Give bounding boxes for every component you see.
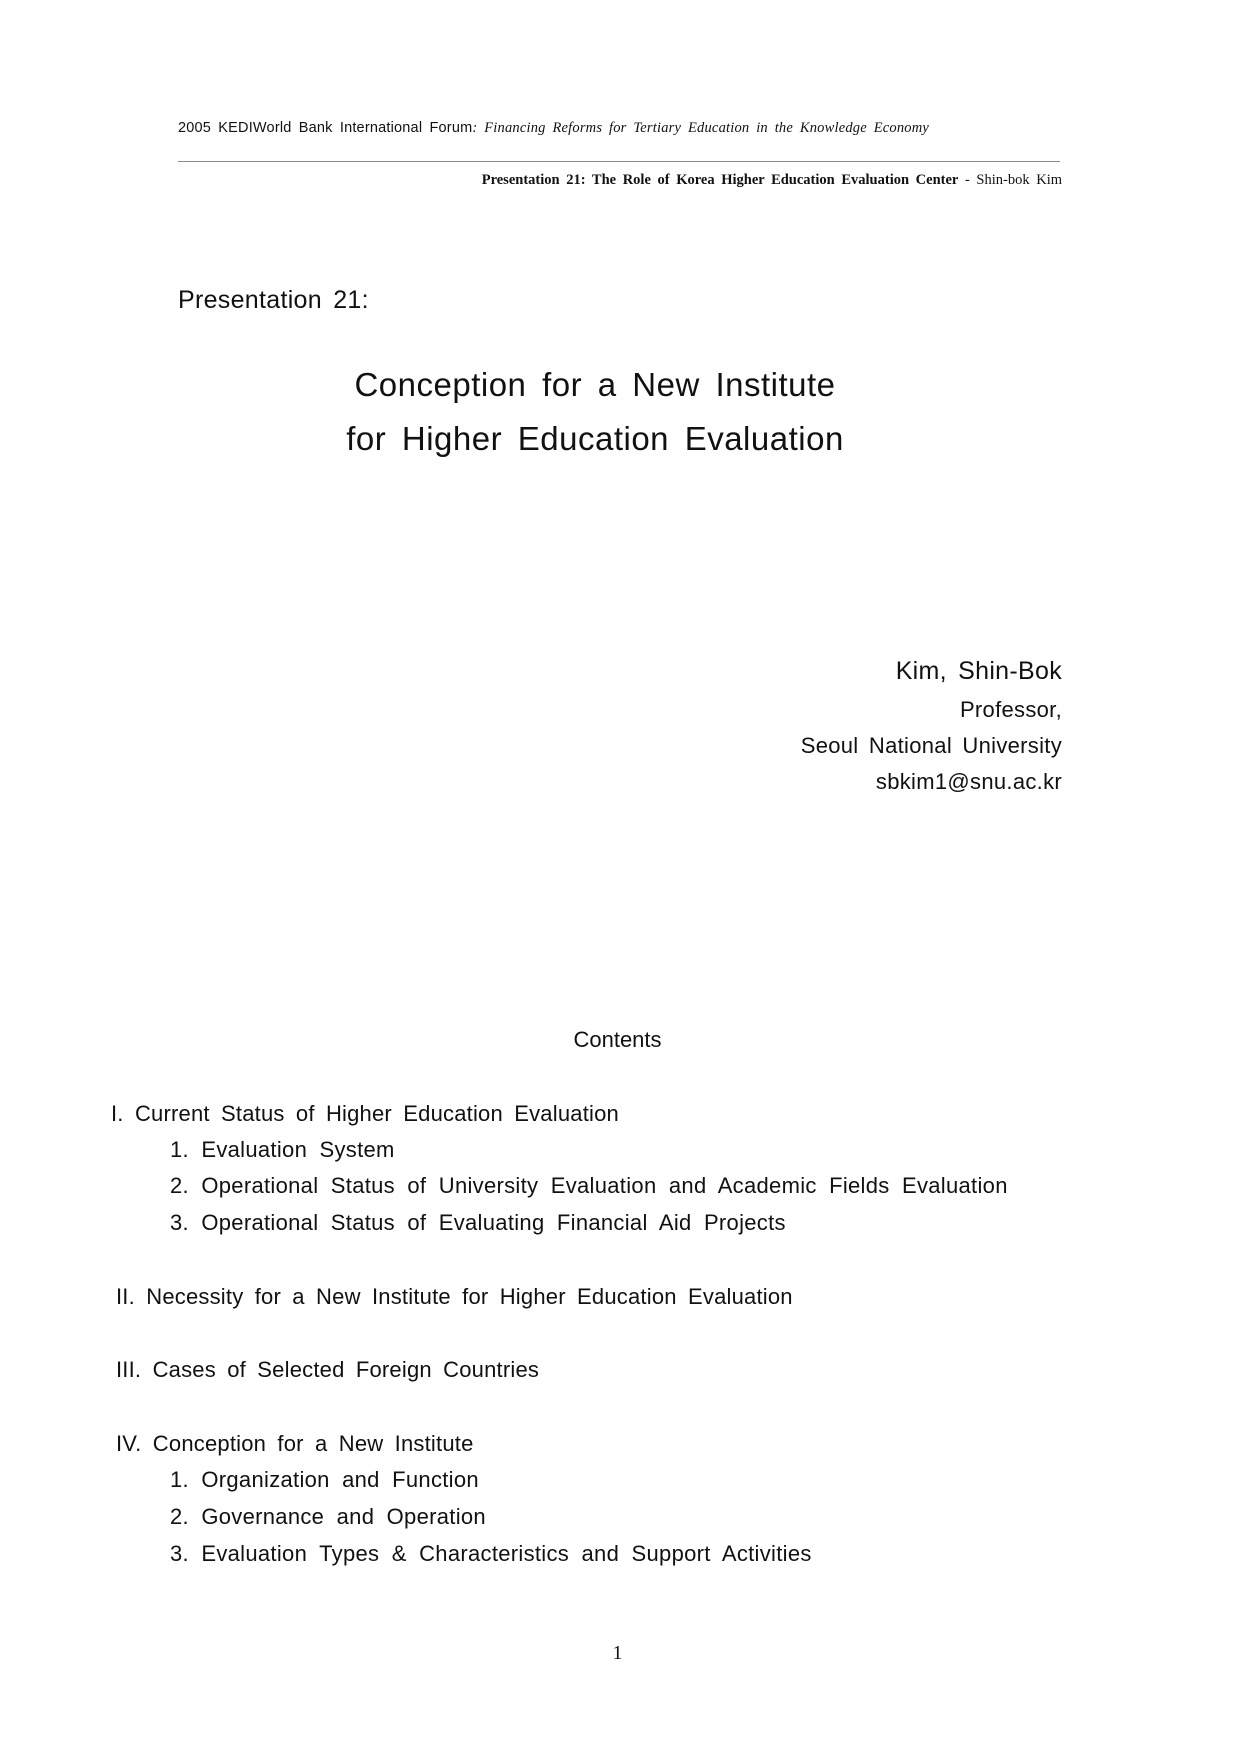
header-divider <box>178 161 1060 162</box>
contents-section-3 <box>116 1357 539 1383</box>
presentation-label: Presentation 21: <box>178 286 369 314</box>
contents-heading: Contents <box>573 1027 662 1052</box>
author-role: Professor, <box>959 697 1062 722</box>
section-title: Necessity for a New Institute for Higher Education Evaluation <box>146 1284 793 1309</box>
section-numeral: III. <box>116 1357 142 1382</box>
section-title: Cases of Selected Foreign Countries <box>152 1357 540 1382</box>
forum-theme: : Financing Reforms for Tertiary Education in the Knowledge Economy <box>472 120 930 136</box>
header-presenter: - Shin-bok Kim <box>958 172 1062 188</box>
author-institution: Seoul National University <box>800 733 1062 758</box>
document-title-line-1: Conception for a New Institute <box>354 366 836 403</box>
contents-item: 1. Evaluation System <box>170 1137 395 1162</box>
contents-item: 2. Operational Status of University Evaluation and Academic Fields Evaluation <box>170 1173 1008 1198</box>
section-numeral: II. <box>116 1284 135 1309</box>
contents-item: 1. Organization and Function <box>170 1467 479 1492</box>
running-header-presentation <box>482 172 1062 189</box>
author-name: Kim, Shin-Bok <box>895 657 1062 685</box>
forum-name: 2005 KEDIWorld Bank International Forum <box>178 120 473 136</box>
author-email: sbkim1@snu.ac.kr <box>875 769 1062 794</box>
running-header-forum <box>178 120 929 137</box>
section-numeral: I. <box>111 1101 124 1126</box>
document-title-line-2: for Higher Education Evaluation <box>346 420 844 457</box>
contents-section-1 <box>111 1101 619 1127</box>
section-numeral: IV. <box>116 1431 142 1456</box>
page-number: 1 <box>612 1642 623 1664</box>
section-title: Current Status of Higher Education Evaluation <box>134 1101 619 1126</box>
contents-item: 2. Governance and Operation <box>170 1504 486 1529</box>
header-presentation-title: Presentation 21: The Role of Korea Higher Education Evaluation Center <box>481 172 959 188</box>
contents-item: 3. Evaluation Types & Characteristics and Support Activities <box>170 1541 812 1566</box>
contents-item: 3. Operational Status of Evaluating Financial Aid Projects <box>170 1210 786 1235</box>
contents-section-2 <box>116 1284 793 1310</box>
section-title: Conception for a New Institute <box>152 1431 474 1456</box>
contents-section-4 <box>116 1431 474 1457</box>
